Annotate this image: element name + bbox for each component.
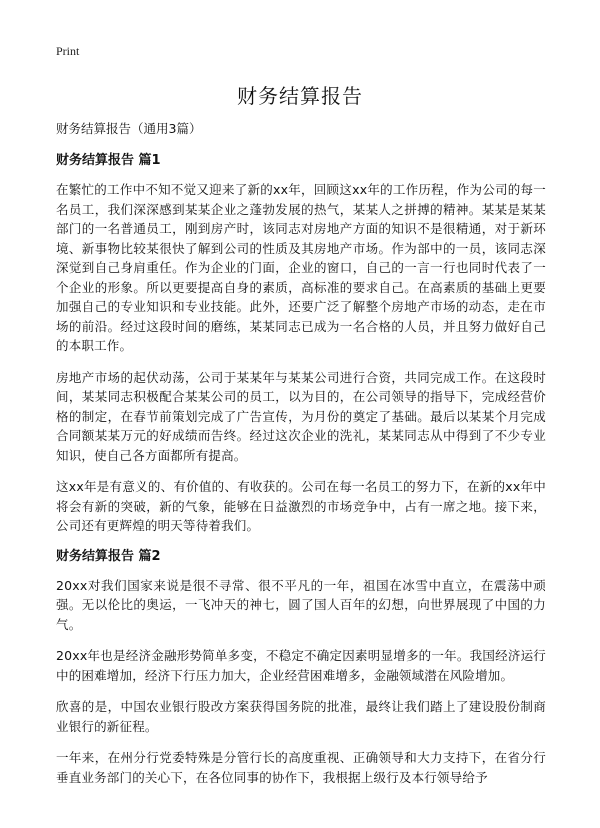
paragraph: 20xx对我们国家来说是很不寻常、很不平凡的一年，祖国在冰雪中直立，在震荡中顽强。无以伦比的奥运，一飞冲天的神七，圆了国人百年的幻想，向世界展现了中国的力气。 xyxy=(56,577,546,632)
section-1 xyxy=(56,152,546,536)
section-heading: 财务结算报告 篇2 xyxy=(56,548,161,564)
paragraph: 房地产市场的起伏动荡，公司于某某年与某某公司进行合资，共同完成工作。在这段时间，某某同志积极配合某某公司的员工，以为目的，在公司领导的指导下，完成经营价格的制定，在春节前策划完成了广告宣传，为月份的奠定了基础。最后以某某个月完成合同额某某万元的好成绩而告终。经过这次企业的洗礼，某某同志从中得到了不少专业知识，使自己各方面都所有提高。 xyxy=(56,369,546,463)
paragraph: 欣喜的是，中国农业银行股改方案获得国务院的批准，最终让我们踏上了建设股份制商业银行的新征程。 xyxy=(56,699,546,734)
page-title: 财务结算报告 xyxy=(237,84,363,108)
print-link[interactable]: Print xyxy=(56,44,80,58)
paragraph: 20xx年也是经济金融形势简单多变，不稳定不确定因素明显增多的一年。我国经济运行中的困难增加，经济下行压力加大，企业经营困难增多，金融领域潜在风险增加。 xyxy=(56,648,546,683)
document-body xyxy=(56,120,546,799)
section-2 xyxy=(56,548,546,788)
paragraph: 这xx年是有意义的、有价值的、有收获的。公司在每一名员工的努力下，在新的xx年中将会有新的突破，新的气象，能够在日益激烈的市场竞争中，占有一席之地。接下来，公司还有更辉煌的明天等待着我们。 xyxy=(56,479,546,533)
paragraph: 一年来，在州分行党委特殊是分管行长的高度重视、正确领导和大力支持下，在省分行垂直业务部门的关心下，在各位同事的协作下，我根据上级行及本行领导给予 xyxy=(56,750,546,785)
paragraph: 在繁忙的工作中不知不觉又迎来了新的xx年，回顾这xx年的工作历程，作为公司的每一名员工，我们深深感到某某企业之蓬勃发展的热气，某某人之拼搏的精神。某某是某某部门的一名普通员工，刚到房产时，该同志对房地产方面的知识不是很精通，对于新环境、新事物比较某很快了解到公司的性质及其房地产市场。作为部中的一员，该同志深深觉到自己身肩重任。作为企业的门面，企业的窗口，自己的一言一行也同时代表了一个企业的形象。所以更要提高自身的素质，高标准的要求自己。在高素质的基础上更要加强自己的专业知识和专业技能。此外，还要广泛了解整个房地产市场的动态，走在市场的前沿。经过这段时间的磨练，某某同志已成为一名合格的人员，并且努力做好自己的本职工作。 xyxy=(56,182,546,353)
document-subtitle: 财务结算报告（通用3篇） xyxy=(56,121,202,136)
section-heading: 财务结算报告 篇1 xyxy=(56,153,161,168)
